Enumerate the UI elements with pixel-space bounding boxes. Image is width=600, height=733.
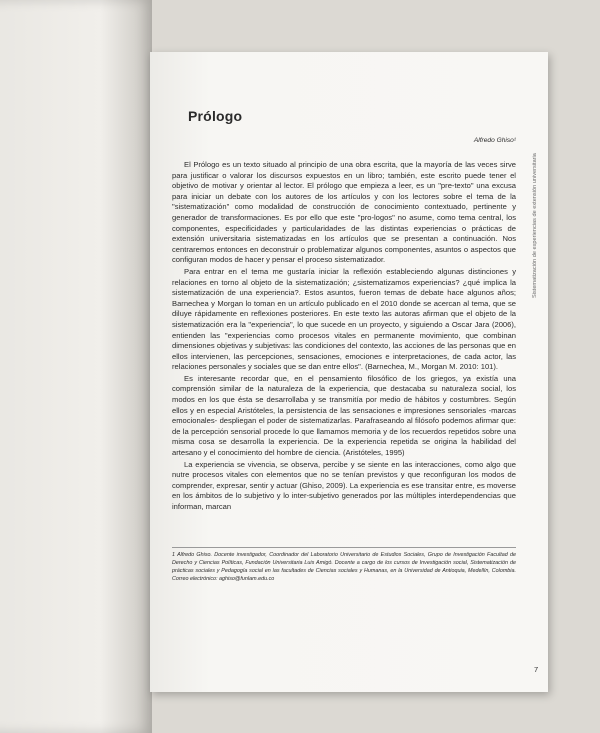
paragraph-2: Para entrar en el tema me gustaría iniciar la reflexión estableciendo algunas distinciones y relaciones en torno al objeto de la sistematización; ¿sistematizamos experiencias? ¿qué implica la sistematización de una experiencia?. Estos asuntos, fueron temas de debate hace algunos años; Barnechea y Morgan lo toman en un artículo publicado en el 2010 donde se acercan al tema, que se diluye rápidamente en reflexiones posteriores. En este texto las autoras afirman que el objeto de la sistematización era la "experiencia", lo que sucede en un proyecto, y siguiendo a Oscar Jara (2006), entienden las "experiencias como procesos vitales en permanente movimiento, que combinan dimensiones objetivas y subjetivas: las condiciones del contexto, las acciones de las personas que en ellos intervienen, las percepciones, sensaciones, emociones e interpretaciones, de cada actor, las relaciones personales y sociales que se dan entre ellos". (Barnechea, M., Morgan M. 2010: 101). <box>172 266 516 372</box>
paragraph-1: El Prólogo es un texto situado al principio de una obra escrita, que la mayoría de las veces sirve para justificar o valorar los discursos expuestos en un libro; también, este escrito puede tener el objetivo de motivar y orientar al lector. El prólogo que empieza a leer, es un "pre-texto" una excusa para iniciar un debate con los autores de los artículos y con los lectores sobre el tema de la "sistematización" como modalidad de construcción de conocimiento contextuado, pertinente y generador de transformaciones. Es por ello que este "pro-logos" no asume, como tema central, los componentes, especificidades y particularidades de las distintas experiencias o prácticas de extensión universitaria sistematizadas en los artículos que se presentan a continuación. Nos centraremos entonces en deconstruir o problematizar algunos componentes, asuntos o aspectos que configuran modos de hacer y pensar el proceso sistematizador. <box>172 160 516 265</box>
side-running-title: Sistematización de experiencias de extensión universitaria <box>532 153 538 298</box>
book-page <box>150 52 548 692</box>
footnote: 1 Alfredo Ghiso. Docente investigador, Coordinador del Laboratorio Universitario de Estudios Sociales, Grupo de Investigación Facultad de Derecho y Ciencias Políticas, Fundación Universitaria Luis Amigó. Docente a cargo de los cursos de Investigación social, Sistematización de prácticas sociales y Pedagogía social en las facultades de Ciencias sociales y Humanas, en la Universidad de Antioquia, Medellín, Colombia. Correo electrónico: aghiso@funlam.edu.co <box>172 547 516 583</box>
author-line: Alfredo Ghiso¹ <box>473 137 516 144</box>
paragraph-3: Es interesante recordar que, en el pensamiento filosófico de los griegos, ya existía una comprensión similar de la naturaleza de la experiencia, que destacaba su naturaleza social, los modos en los que ésta se desarrollaba y se transmitía por medio de hábitos y costumbres. Según ellos y en especial Aristóteles, la persistencia de las sensaciones e impresiones sensoriales -marcas emocionales- despliegan el poder de sistematizarlas. Parafraseando al filósofo podemos afirmar que: de la percepción sensorial procede lo que llamamos memoria y de los recuerdos repetidos sobre una misma cosa se desarrolla la experiencia. De la experiencia repetida se origina la habilidad del artesano y el conocimiento del hombre de ciencia. (Aristóteles, 1995) <box>172 373 516 458</box>
page-number: 7 <box>534 665 539 674</box>
paragraph-4: La experiencia se vivencia, se observa, percibe y se siente en las interacciones, como algo que nutre procesos vitales con elementos que no se tenían previstos y que reconfiguran los modos de comprender, expresar, sentir y actuar (Ghiso, 2009). La experiencia es ese transitar entre, es moverse en los ámbitos de lo subjetivo y lo inter-subjetivo generados por las múltiples interdependencias que informan, marcan <box>172 459 516 511</box>
page-content <box>172 108 516 583</box>
left-page <box>0 0 152 733</box>
page-title: Prólogo <box>188 108 243 124</box>
